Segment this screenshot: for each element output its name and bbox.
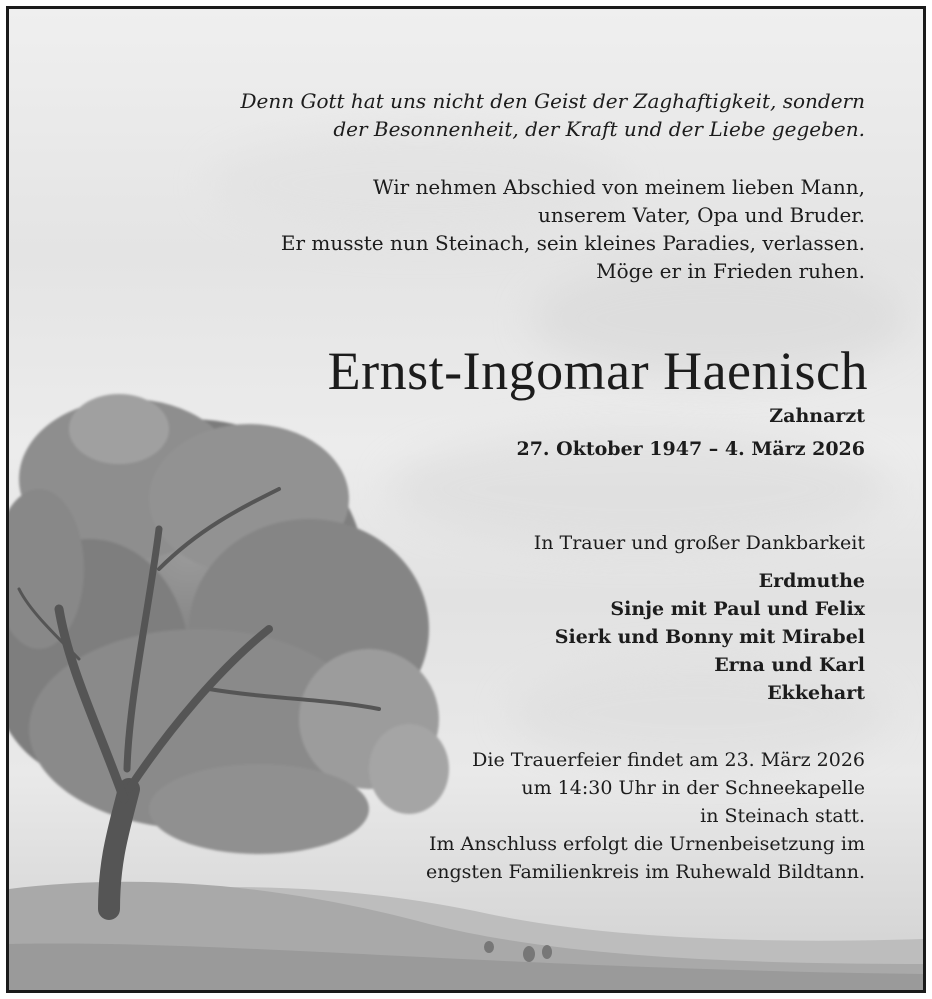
family-list xyxy=(365,567,865,707)
ceremony-details xyxy=(305,746,865,886)
family-member: Ekkehart xyxy=(767,682,865,704)
farewell-message xyxy=(105,173,865,285)
farewell-line: Er musste nun Steinach, sein kleines Paradies, verlassen. xyxy=(280,231,865,255)
bible-quote xyxy=(105,87,865,143)
farewell-line: Wir nehmen Abschied von meinem lieben Mann, xyxy=(373,175,865,199)
mourning-heading: In Trauer und großer Dankbarkeit xyxy=(533,532,865,554)
ceremony-line: engsten Familienkreis im Ruhewald Bildtann. xyxy=(426,861,865,883)
ceremony-line: Im Anschluss erfolgt die Urnenbeisetzung im xyxy=(429,833,865,855)
ceremony-line: in Steinach statt. xyxy=(700,805,865,827)
farewell-line: unserem Vater, Opa und Bruder. xyxy=(538,203,865,227)
ceremony-line: um 14:30 Uhr in der Schneekapelle xyxy=(521,777,865,799)
deceased-name: Ernst-Ingomar Haenisch xyxy=(327,341,868,401)
quote-line: Denn Gott hat uns nicht den Geist der Zaghaftigkeit, sondern xyxy=(240,89,865,113)
deceased-profession: Zahnarzt xyxy=(769,405,865,427)
family-member: Erna und Karl xyxy=(714,654,865,676)
family-member: Sierk und Bonny mit Mirabel xyxy=(554,626,865,648)
life-dates: 27. Oktober 1947 – 4. März 2026 xyxy=(516,438,865,460)
family-member: Sinje mit Paul und Felix xyxy=(610,598,865,620)
family-member: Erdmuthe xyxy=(758,570,865,592)
ceremony-line: Die Trauerfeier findet am 23. März 2026 xyxy=(472,749,865,771)
quote-line: der Besonnenheit, der Kraft und der Liebe gegeben. xyxy=(333,117,865,141)
farewell-line: Möge er in Frieden ruhen. xyxy=(596,259,865,283)
obituary-frame xyxy=(6,6,926,993)
